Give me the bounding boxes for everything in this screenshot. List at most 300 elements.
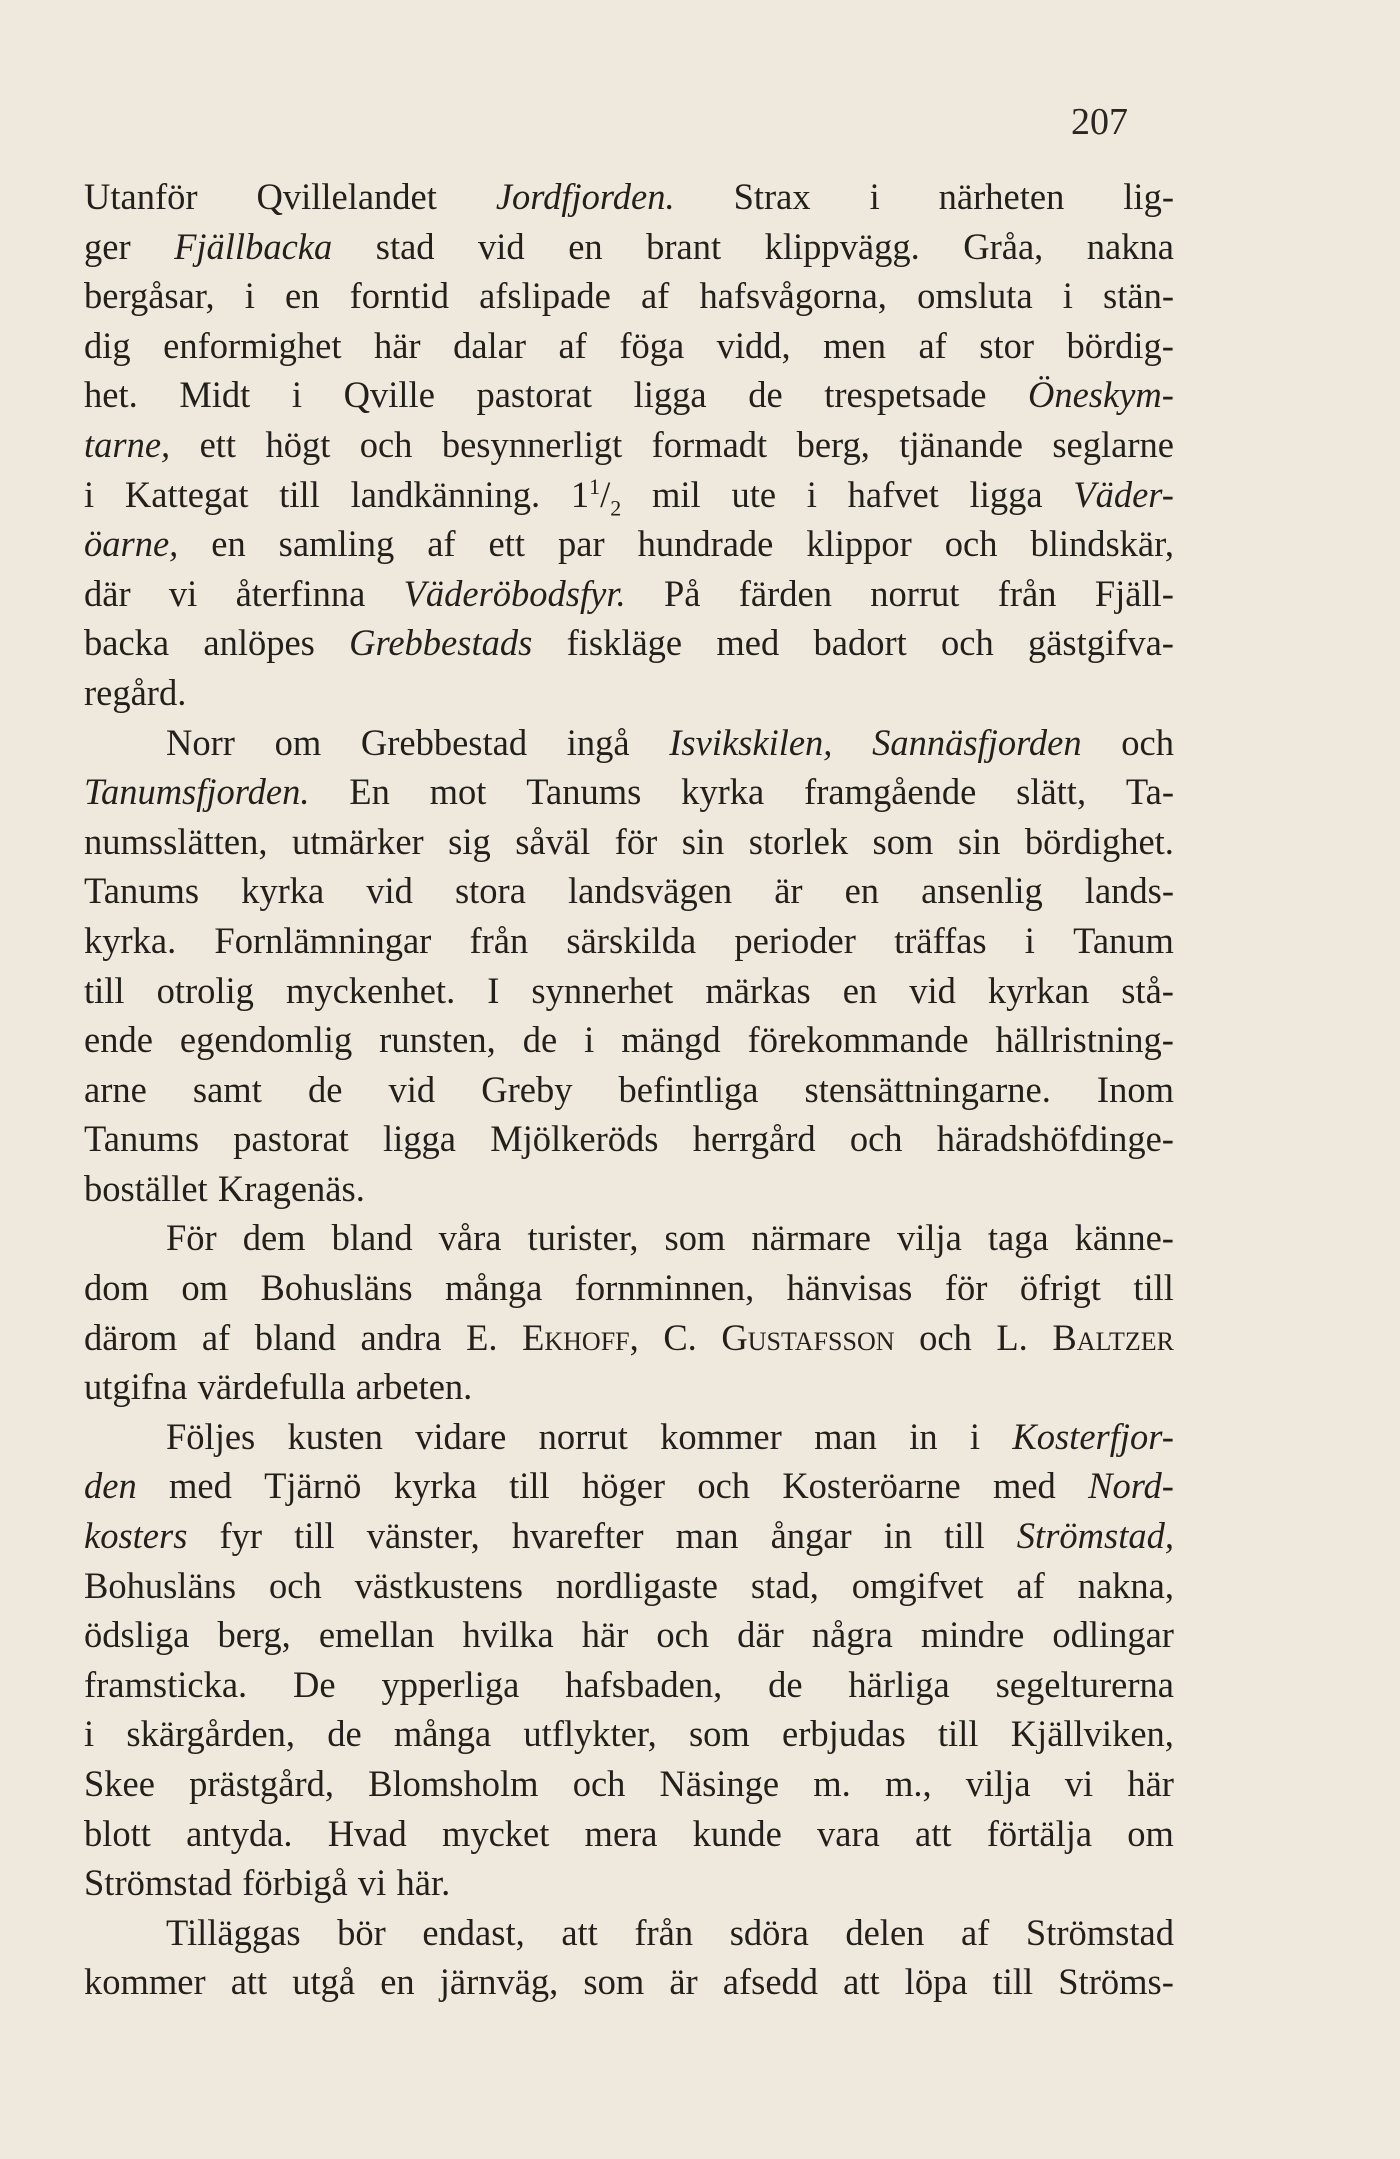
word: bland [331,1217,413,1259]
word: Jordfjorden. [495,176,675,217]
word: E. [466,1316,498,1358]
word: kommer [84,1961,206,2003]
word: Fornlämningar [214,919,432,961]
word: kunde [692,1812,782,1854]
word: stad [375,225,435,267]
word: vid [366,870,413,912]
word: till [84,969,125,1011]
word: de [748,374,783,416]
word: fiskläge [566,622,683,664]
word: till [509,1465,550,1507]
word: och [919,1316,972,1358]
text-line [84,1313,1174,1363]
word: nakna [1086,225,1174,267]
word: och [697,1465,751,1507]
word: Norr [166,721,235,763]
word: några [811,1614,893,1656]
word: löpa [904,1961,968,2003]
word: afsedd [722,1961,819,2003]
word: andra [360,1316,442,1358]
word: från [469,919,529,961]
word: en [211,523,246,565]
word: forntid [349,275,449,317]
word: af [960,1911,990,1953]
word: besynnerligt [441,423,623,465]
word: nordligaste [555,1564,719,1606]
word: Väderöbodsfyr. [403,572,626,614]
word: lig- [1123,176,1174,217]
word: Baltzer [1052,1316,1174,1358]
word: framsticka. [84,1663,248,1705]
word: och [944,523,998,565]
word: vi [168,572,198,614]
word: sin [681,820,725,862]
word: en [842,969,878,1011]
word: De [293,1663,336,1705]
word: de [768,1663,803,1705]
word: hundrade [637,523,774,565]
word: dalar [453,324,527,366]
word: västkustens [354,1564,523,1606]
word: Midt [179,374,251,416]
word: kyrka [681,771,765,813]
word: mängd [621,1019,721,1061]
word: många [393,1713,492,1755]
word: berg, [217,1614,291,1656]
word: ypperliga [381,1663,520,1705]
word: anlöpes [203,622,315,664]
word: till [992,1961,1034,2003]
word: skärgården, [126,1713,295,1755]
word: här. [396,1862,451,1904]
word: från [997,572,1057,614]
word: Näsinge [659,1763,780,1804]
word: framgående [804,771,977,813]
text-line [84,1561,1174,1611]
word: af [427,523,456,565]
text-line [84,470,1174,520]
word: tjänande [899,423,1023,465]
word: färden [738,572,832,614]
word: turister, [527,1217,639,1259]
word: En [349,771,390,813]
word: egendomlig [179,1019,353,1061]
word: och [656,1614,710,1656]
text-line [84,916,1174,966]
word: enformighet [163,324,342,366]
text-line [84,1957,1174,2007]
word: i [1062,275,1073,317]
text-line [84,1263,1174,1313]
word: förtälja [986,1812,1093,1854]
word: är [774,870,803,912]
word: numsslätten, [84,820,268,862]
word: storlek [748,820,849,862]
word: sdöra [729,1911,809,1953]
word: af [640,275,670,317]
word: ansenlig [921,870,1043,912]
word: Hvad [327,1812,407,1854]
word: Grebbestad [360,721,528,763]
word: C. [663,1316,697,1358]
word: därom [84,1316,178,1358]
text-line [84,1709,1174,1759]
word: känne- [1074,1217,1174,1259]
word: men [823,324,886,366]
word: och [1121,721,1174,763]
word: såväl [515,820,591,862]
word: ute [731,473,777,515]
word: i [84,1713,95,1755]
word: klippor [806,523,912,565]
word: trespetsade [824,374,987,416]
word: mera [584,1812,658,1854]
word: Kosterfjor- [1012,1415,1174,1457]
word: Väder- [1073,473,1174,515]
word: stad, [750,1564,819,1606]
word: Qvillelandet [256,176,437,217]
word: segelturerna [995,1663,1174,1705]
word: perioder [734,919,856,961]
word: märkas [705,969,811,1011]
word: man [814,1415,877,1457]
word: om [274,721,322,763]
text-line [84,1461,1174,1511]
word: vidd, [716,324,791,366]
word: Tanumsfjorden. [84,771,310,813]
word: sig [448,820,491,862]
word: vid [388,1068,436,1110]
word: hafsbaden, [565,1663,723,1705]
word: Kragenäs. [217,1167,365,1209]
word: landkänning. [350,473,541,515]
word: kosters [84,1515,188,1557]
word: dom [84,1267,149,1309]
word: kyrka [393,1465,477,1507]
word: Tanum [1073,919,1174,961]
word: för [614,820,658,862]
word: som [688,1713,750,1755]
word: taga [987,1217,1049,1259]
word: där [737,1614,784,1656]
word: en [380,1961,415,2003]
word: kusten [287,1415,383,1457]
word: L. [996,1316,1028,1358]
word: en [568,225,603,267]
word: från [634,1911,694,1953]
word: med [716,622,780,664]
word: stora [454,870,526,912]
word: Nord- [1088,1465,1174,1507]
word: bergåsar, [84,275,215,317]
word: att [561,1911,598,1953]
word: badort [813,622,907,664]
word: fornminnen, [574,1267,755,1309]
word: hvarefter [511,1515,644,1557]
word: som [583,1961,645,2003]
word: blott [84,1812,151,1854]
text-line [84,370,1174,420]
word: med [992,1465,1056,1507]
word: klippvägg. [764,225,920,267]
word: sin [957,820,1001,862]
word: afslipade [479,275,611,317]
word: Strömstad [84,1862,233,1904]
word: Strömstad, [1016,1515,1174,1557]
word: utflykter, [523,1713,657,1755]
word: att [915,1812,952,1854]
word: pastorat [476,374,593,416]
word: backa [84,622,170,664]
word: är [669,1961,698,2003]
word: vid [909,969,956,1011]
word: gästgifva- [1027,622,1174,664]
text-line [84,1164,1174,1214]
word: hvilka [462,1614,554,1656]
word: hafvet [847,473,939,515]
word: i [1024,919,1035,961]
word: af [558,324,587,366]
word: vi [1064,1763,1094,1804]
word: prästgård, [189,1763,335,1804]
word: slätt, [1016,771,1087,813]
word: samling [278,523,395,565]
text-line [84,866,1174,916]
word: Ekhoff, [522,1316,639,1358]
word: föga [619,324,685,366]
word: och [269,1564,322,1606]
word: i [291,374,303,416]
word: Isvikskilen, [669,721,833,763]
word: i [84,473,95,515]
word: Gråa, [963,225,1044,267]
word: särskilda [566,919,697,961]
word: i [244,275,255,317]
word: norrut [870,572,960,614]
text-line [84,966,1174,1016]
word: en [285,275,320,317]
text-line [84,1908,1174,1958]
word: till [294,1515,335,1557]
fraction: $1^1/_2$ [570,473,622,520]
text-line [84,519,1174,569]
word: kyrkan [987,969,1090,1011]
word: vi [357,1862,387,1904]
word: omsluta [917,275,1033,317]
word: Tanums [84,870,200,912]
text-line [84,767,1174,817]
word: stensättningarne. [804,1068,1051,1110]
word: Sannäsfjorden [872,721,1082,763]
word: här [581,1614,629,1656]
text-line [84,172,1174,222]
word: Blomsholm [368,1763,539,1804]
word: ligga [633,374,707,416]
word: dig [84,324,131,366]
word: stå- [1121,969,1174,1011]
word: seglarne [1052,423,1174,465]
word: brant [646,225,722,267]
word: och [359,423,413,465]
word: Utanför [84,176,198,217]
word: het. [84,374,138,416]
word: öfrigt [1019,1267,1101,1309]
word: in [883,1515,913,1557]
word: otrolig [156,969,254,1011]
word: dem [242,1217,306,1259]
word: norrut [538,1415,628,1457]
word: runsten, [379,1019,496,1061]
word: här [373,324,421,366]
word: Mjölkeröds [490,1118,659,1160]
word: Bohusläns [84,1564,237,1606]
word: antyda. [186,1812,293,1854]
word: bland [254,1316,336,1358]
word: utgifna [84,1366,188,1408]
body-text [84,172,1174,2007]
word: vilja [896,1217,962,1259]
word: vilja [965,1763,1031,1804]
page-number: 207 [1071,101,1128,143]
word: med [168,1465,232,1507]
word: kyrka. [84,919,177,961]
word: Qville [343,374,435,416]
word: pastorat [233,1118,349,1160]
word: om [1127,1812,1174,1854]
word: formadt [651,423,768,465]
word: Följes [166,1415,256,1457]
word: I [487,969,500,1011]
word: utmärker [291,820,424,862]
word: de [327,1713,362,1755]
word: träffas [894,919,987,961]
word: vänster, [366,1515,480,1557]
word: delen [845,1911,925,1953]
word: tarne, [84,423,171,465]
word: vara [817,1812,880,1854]
word: af [201,1316,231,1358]
word: om [181,1267,229,1309]
word: Tanums [84,1118,200,1160]
word: utgå [292,1961,356,2003]
word: Öneskym- [1028,374,1174,416]
text-line [84,1412,1174,1462]
text-line [84,1610,1174,1660]
text-line [84,1213,1174,1263]
word: berg, [796,423,870,465]
word: Fjällbacka [174,225,333,267]
word: herrgård [692,1118,816,1160]
word: häradshöfdinge- [936,1118,1174,1160]
word: ett [488,523,526,565]
word: att [843,1961,880,2003]
word: Kjällviken, [1010,1713,1174,1755]
text-line [84,1362,1174,1412]
word: erbjudas [782,1713,906,1755]
word: närheten [938,176,1065,217]
word: här [1127,1763,1174,1804]
word: regård. [84,671,187,713]
word: öarne, [84,523,179,565]
word: ligga [383,1118,456,1160]
word: närmare [751,1217,871,1259]
word: i [869,176,880,217]
word: ligga [969,473,1043,515]
word: ger [84,225,131,267]
word: Tilläggas [166,1911,301,1953]
word: den [84,1465,137,1507]
word: bostället [84,1167,208,1209]
word: stor [979,324,1035,366]
text-line [84,271,1174,321]
word: till [279,473,320,515]
word: härliga [848,1663,950,1705]
text-line [84,817,1174,867]
word: ett [199,423,237,465]
word: för [944,1267,988,1309]
word: bördighet. [1024,820,1174,862]
word: till [944,1515,985,1557]
word: värdefulla [197,1366,346,1408]
text-line [84,1015,1174,1065]
word: mindre [920,1614,1025,1656]
word: och [849,1118,903,1160]
word: mil [652,473,701,515]
word: i [806,473,817,515]
word: vid [478,225,525,267]
text-line [84,1114,1174,1164]
word: som [872,820,934,862]
word: Greby [481,1068,573,1110]
word: Ströms- [1058,1961,1174,2003]
word: till [937,1713,979,1755]
word: omgifvet [851,1564,984,1606]
word: förekommande [747,1019,969,1061]
word: Gustafsson [721,1316,895,1358]
word: endast, [422,1911,525,1953]
word: Grebbestads [349,622,533,664]
text-line [84,1511,1174,1561]
word: emellan [318,1614,435,1656]
word: till [1133,1267,1174,1309]
word: lands- [1084,870,1174,912]
text-line [84,1065,1174,1115]
word: m., [884,1763,932,1804]
word: många [445,1267,543,1309]
word: På [663,572,701,614]
word: befintliga [618,1068,759,1110]
text-line [84,1660,1174,1710]
text-line [84,1759,1174,1809]
word: arne [84,1068,147,1110]
word: vidare [415,1415,507,1457]
word: stän- [1103,275,1174,317]
word: myckenhet. [285,969,456,1011]
word: järnväg, [439,1961,559,2003]
word: bördig- [1066,324,1174,366]
text-line [84,1809,1174,1859]
word: m. [813,1763,851,1804]
word: Tanums [526,771,642,813]
word: man [675,1515,739,1557]
word: samt [192,1068,262,1110]
word: par [558,523,605,565]
word: Tjärnö [264,1465,362,1507]
word: hänvisas [786,1267,913,1309]
word: blindskär, [1030,523,1174,565]
word: ingå [566,721,630,763]
text-line [84,718,1174,768]
